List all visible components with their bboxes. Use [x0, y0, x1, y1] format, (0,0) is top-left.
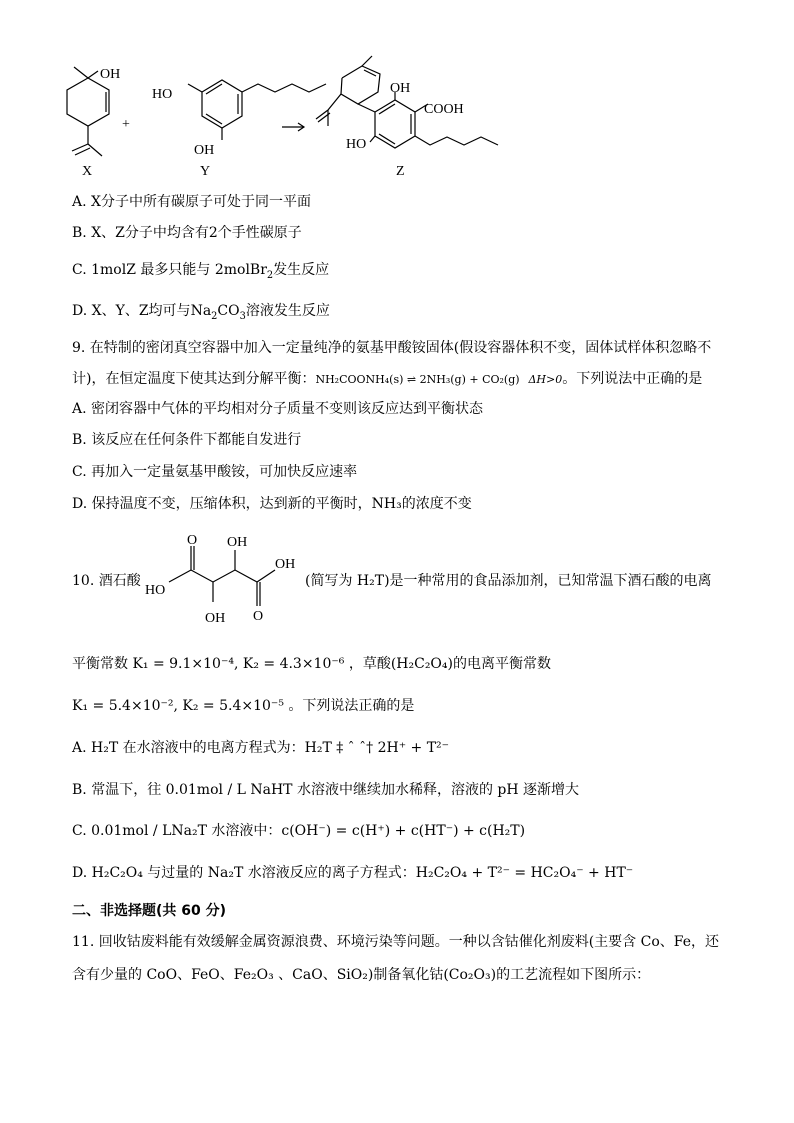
q10-line3: K₁ = 5.4×10⁻², K₂ = 5.4×10⁻⁵ 。下列说法正确的是 [72, 698, 415, 714]
z-cyclohexene [341, 66, 380, 104]
q9-equation: NH₂COONH₄(s) ⇌ 2NH₃(g) + CO₂(g) [315, 373, 520, 386]
q8-option-d [72, 302, 330, 320]
q10-stem-tail: (简写为 H₂T)是一种常用的食品添加剂，已知常温下酒石酸的电离 [305, 573, 712, 589]
q11-line1: 11. 回收钴废料能有效缓解金属资源浪费、环境污染等问题。一种以含钴催化剂废料(主要含 Co、Fe，还 [72, 934, 719, 950]
z-label: Z [396, 164, 405, 179]
q9-enthalpy: ΔH>0 [528, 373, 563, 386]
y-ho-label: HO [152, 87, 173, 102]
tartaric-acid-structure [145, 528, 305, 628]
x-oh-label: OH [100, 67, 121, 82]
z-ho-label: HO [346, 137, 367, 152]
ta-o-top: O [187, 533, 198, 548]
q9-stem-tail: 。下列说法中正确的是 [562, 371, 703, 387]
x-ring [67, 78, 109, 126]
z-aromatic [375, 100, 415, 148]
q9-stem-line1: 9. 在特制的密闭真空容器中加入一定量纯净的氨基甲酸铵固体(假设容器体积不变，固体试样体积忽略不 [72, 340, 712, 356]
q10-option-b: B. 常温下，往 0.01mol / L NaHT 水溶液中继续加水稀释，溶液的 pH 逐渐增大 [72, 782, 580, 798]
z-oh-label: OH [390, 81, 411, 96]
q8-d-text: D. X、Y、Z均可与 [72, 303, 191, 319]
reaction-scheme [0, 0, 794, 190]
y-ring [202, 80, 242, 128]
q9-option-c: C. 再加入一定量氨基甲酸铵，可加快反应速率 [72, 464, 358, 480]
q8-d-na: Na [190, 303, 212, 319]
ta-oh-right: OH [275, 557, 296, 572]
q8-d-na-sub: 2 [211, 310, 218, 322]
ta-o-bottom: O [253, 609, 264, 624]
y-oh-label: OH [194, 143, 215, 158]
q8-c-br: Br [249, 262, 267, 278]
q10-option-d: D. H₂C₂O₄ 与过量的 Na₂T 水溶液反应的离子方程式：H₂C₂O₄ + T²⁻ = HC₂O₄⁻ + HT⁻ [72, 865, 634, 881]
q8-d-co: CO [217, 303, 240, 319]
q9-option-b: B. 该反应在任何条件下都能自发进行 [72, 432, 302, 448]
q10-option-c: C. 0.01mol / LNa₂T 水溶液中：c(OH⁻) = c(H⁺) + c(HT⁻) + c(H₂T) [72, 823, 526, 839]
ta-ho-left: HO [145, 583, 166, 598]
q10-option-a: A. H₂T 在水溶液中的电离方程式为：H₂T ‡ ˆ ˆ† 2H⁺ + T²⁻ [72, 740, 450, 756]
q9-option-a: A. 密闭容器中气体的平均相对分子质量不变则该反应达到平衡状态 [72, 401, 484, 417]
q10-number: 10. 酒石酸 [72, 573, 141, 589]
x-label: X [82, 164, 93, 179]
q8-d-tail: 溶液发生反应 [245, 303, 330, 319]
q8-option-a: A. X分子中所有碳原子可处于同一平面 [72, 194, 311, 210]
q9-stem-text: 计)，在恒定温度下使其达到分解平衡： [72, 371, 316, 387]
y-label: Y [200, 164, 211, 179]
q8-c-br-sub: 2 [266, 269, 274, 281]
ta-oh-bottom: OH [205, 611, 226, 626]
ta-oh-top: OH [227, 535, 248, 550]
z-cooh-label: COOH [424, 102, 464, 117]
q8-c-tail: 发生反应 [273, 262, 330, 278]
q8-d-co-sub: 3 [239, 310, 246, 322]
q10-line2: 平衡常数 K₁ = 9.1×10⁻⁴, K₂ = 4.3×10⁻⁶ ，草酸(H₂C₂O₄)的电离平衡常数 [72, 656, 551, 672]
q9-option-d: D. 保持温度不变，压缩体积，达到新的平衡时，NH₃的浓度不变 [72, 496, 472, 512]
q8-c-text: C. 1molZ 最多只能与 2mol [72, 262, 250, 278]
q8-option-b: B. X、Z分子中均含有2个手性碳原子 [72, 225, 302, 241]
q11-line2: 含有少量的 CoO、FeO、Fe₂O₃ 、CaO、SiO₂)制备氧化钴(Co₂O₃)的工艺流程如下图所示： [72, 967, 651, 983]
q9-stem-line2 [72, 370, 702, 389]
q8-option-c [72, 261, 329, 279]
section-title: 二、非选择题(共 60 分) [72, 903, 227, 919]
plus-sign: + [122, 117, 130, 132]
